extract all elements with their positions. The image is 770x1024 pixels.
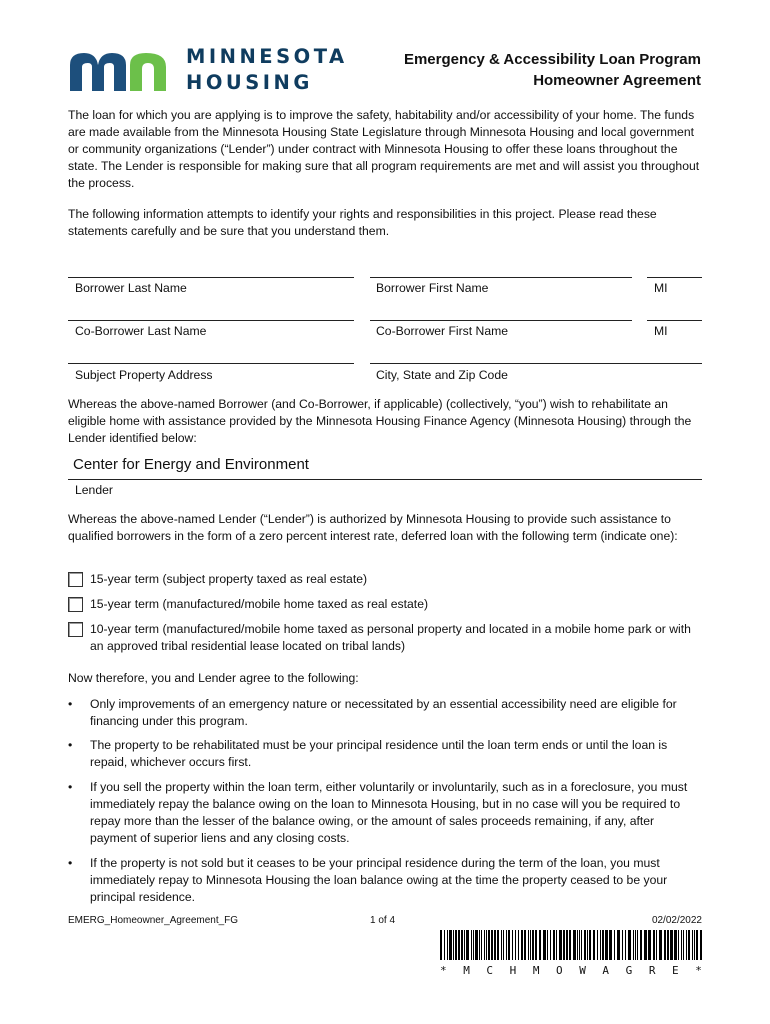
borrower-last-name-field[interactable] bbox=[68, 277, 354, 278]
whereas-borrower-paragraph: Whereas the above-named Borrower (and Co-Borrower, if applicable) (collectively, “you”) wish to rehabilitate an eligible home with assistance provided by the Minnesota Housing Finance Agency (Minnesota Housing) through the Lender identified below: bbox=[68, 397, 692, 445]
bullet-icon: • bbox=[68, 780, 73, 794]
lender-label: Lender bbox=[75, 483, 113, 497]
minnesota-housing-logo bbox=[66, 45, 178, 93]
term-2-label: 15-year term (manufactured/mobile home taxed as real estate) bbox=[90, 597, 429, 611]
barcode-char: H bbox=[509, 964, 517, 977]
term-3-checkbox[interactable] bbox=[68, 622, 83, 637]
bullet-text: The property to be rehabilitated must be your principal residence until the loan term ends or until the loan is repaid, whichever occurs first. bbox=[90, 738, 668, 769]
barcode-char: E bbox=[672, 964, 679, 977]
rights-paragraph: The following information attempts to identify your rights and responsibilities in this project. Please read these statements carefully and be sure that you understand them. bbox=[68, 207, 657, 238]
barcode-char: W bbox=[579, 964, 586, 977]
lender-name-value[interactable]: Center for Energy and Environment bbox=[73, 456, 309, 473]
term-3-label: 10-year term (manufactured/mobile home taxed as personal property and located in a mobile home park or with an approved tribal residential lease located on tribal lands) bbox=[90, 622, 691, 653]
term-2-checkbox[interactable] bbox=[68, 597, 83, 612]
brand-line-2: HOUSING bbox=[186, 71, 313, 94]
barcode-char: M bbox=[463, 964, 470, 977]
title-line-1: Emergency & Accessibility Loan Program bbox=[403, 51, 701, 68]
bullet-icon: • bbox=[68, 856, 73, 870]
property-address-field[interactable] bbox=[68, 363, 354, 364]
coborrower-last-name-field[interactable] bbox=[68, 320, 354, 321]
city-state-zip-field[interactable] bbox=[370, 363, 702, 364]
borrower-first-name-field[interactable] bbox=[370, 277, 632, 278]
bullet-text: If you sell the property within the loan term, either voluntarily or involuntarily, such as in a foreclosure, you must immediately repay the balance owing on the loan to Minnesota Housing, but in no case will you be required to repay more than the lesser of the balance owing, or the amount of sales proceeds remaining, if any, after payment of superior liens and any closing costs. bbox=[90, 780, 688, 845]
bullet-icon: • bbox=[68, 697, 73, 711]
barcode-image bbox=[440, 930, 702, 960]
footer-doc-id: EMERG_Homeowner_Agreement_FG bbox=[68, 915, 239, 926]
intro-paragraph: The loan for which you are applying is to improve the safety, habitability and/or accessibility of your home. The funds are made available from the Minnesota Housing State Legislature through Minnesota Housing and local government or community organizations (“Lender”) under contract with Minnesota Housing to offer these loans throughout the state. The Lender is responsible for making sure that all program requirements are met and will assist you throughout the process. bbox=[68, 108, 700, 190]
barcode-caption bbox=[440, 964, 702, 977]
bullet-text: If the property is not sold but it ceases to be your principal residence during the term of the loan, you must immediately repay to Minnesota Housing the loan balance owing at the time the property ceased to be your principal residence. bbox=[90, 856, 668, 904]
coborrower-mi-label: MI bbox=[654, 324, 668, 338]
bullet-text: Only improvements of an emergency nature or necessitated by an essential accessibility need are eligible for financing under this program. bbox=[90, 697, 677, 728]
lender-field-line bbox=[68, 479, 702, 480]
barcode-char: A bbox=[602, 964, 610, 977]
city-state-zip-label: City, State and Zip Code bbox=[376, 368, 508, 382]
coborrower-last-name-label: Co-Borrower Last Name bbox=[75, 324, 207, 338]
barcode-char: * bbox=[440, 964, 447, 977]
coborrower-mi-field[interactable] bbox=[647, 320, 702, 321]
borrower-first-name-label: Borrower First Name bbox=[376, 281, 489, 295]
document-title bbox=[404, 49, 701, 91]
brand-name bbox=[186, 44, 362, 96]
barcode-char: C bbox=[486, 964, 494, 977]
agreement-intro: Now therefore, you and Lender agree to the following: bbox=[68, 671, 359, 685]
barcode-char: O bbox=[556, 964, 563, 977]
footer-page-number: 1 of 4 bbox=[370, 915, 396, 926]
footer-date: 02/02/2022 bbox=[651, 915, 702, 926]
barcode-char: G bbox=[625, 964, 633, 977]
property-address-label: Subject Property Address bbox=[75, 368, 213, 382]
borrower-last-name-label: Borrower Last Name bbox=[75, 281, 187, 295]
bullet-icon: • bbox=[68, 738, 73, 752]
brand-line-1: MINNESOTA bbox=[186, 45, 348, 68]
coborrower-first-name-field[interactable] bbox=[370, 320, 632, 321]
borrower-mi-field[interactable] bbox=[647, 277, 702, 278]
term-1-checkbox[interactable] bbox=[68, 572, 83, 587]
borrower-mi-label: MI bbox=[654, 281, 668, 295]
barcode-char: R bbox=[648, 964, 656, 977]
whereas-lender-paragraph: Whereas the above-named Lender (“Lender”) is authorized by Minnesota Housing to provide such assistance to qualified borrowers in the form of a zero percent interest rate, deferred loan with the following term (indicate one): bbox=[68, 512, 678, 543]
barcode-char: * bbox=[695, 964, 702, 977]
title-line-2: Homeowner Agreement bbox=[533, 72, 701, 89]
term-1-label: 15-year term (subject property taxed as real estate) bbox=[90, 572, 368, 586]
coborrower-first-name-label: Co-Borrower First Name bbox=[376, 324, 509, 338]
barcode-char: M bbox=[532, 964, 540, 977]
